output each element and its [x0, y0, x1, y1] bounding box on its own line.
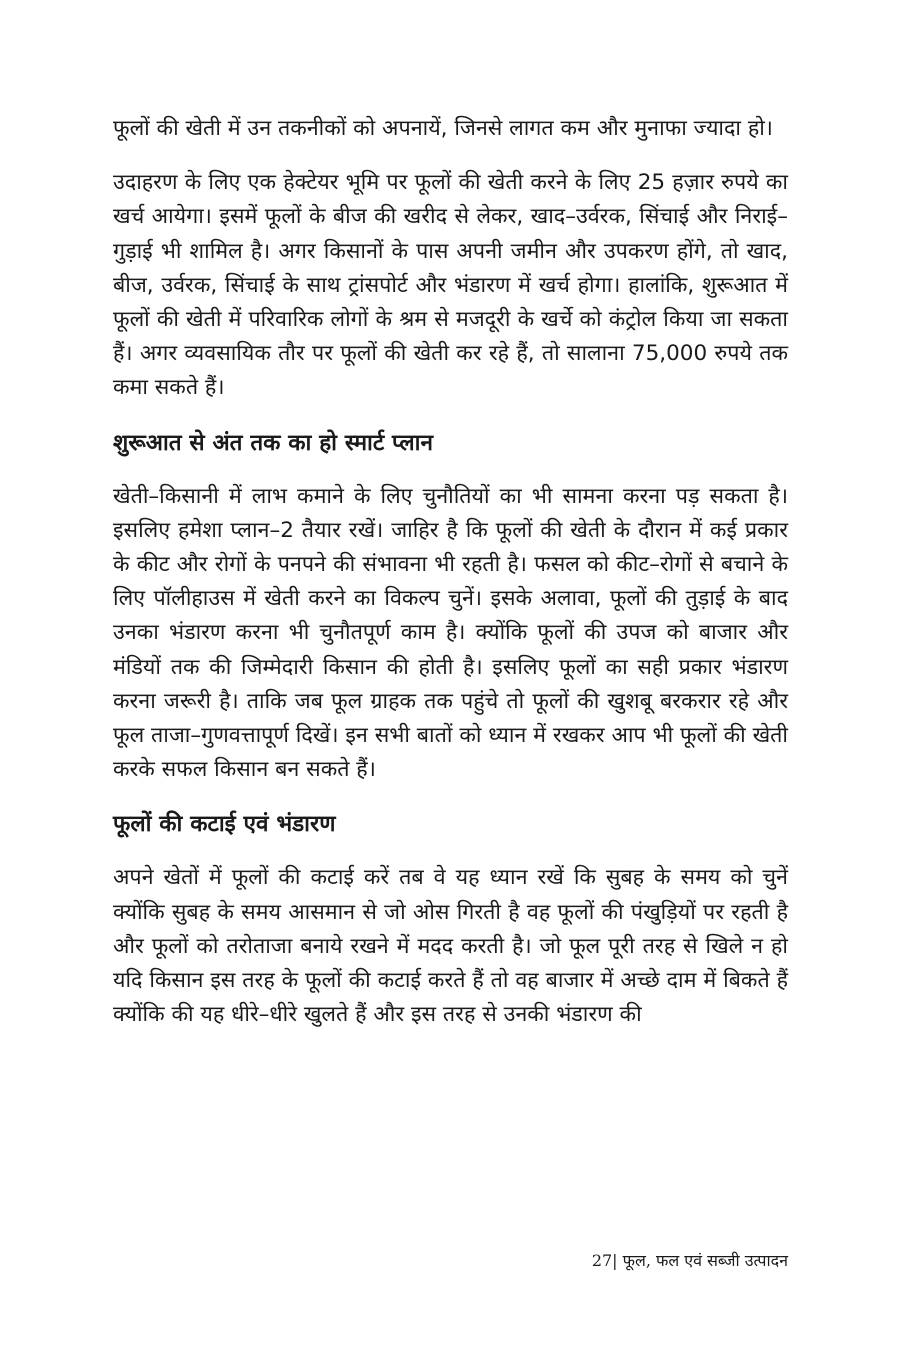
book-title: फूल, फल एवं सब्जी उत्पादन [622, 1251, 788, 1270]
page-number: 27 [591, 1251, 613, 1270]
heading-smart-plan: शुरूआत से अंत तक का हो स्मार्ट प्लान [113, 429, 433, 456]
heading-harvest-storage: फूलों की कटाई एवं भंडारण [113, 811, 336, 838]
page-content [113, 112, 788, 1052]
paragraph-cost-example: उदाहरण के लिए एक हेक्टेयर भूमि पर फूलों की खेती करने के लिए 25 हज़ार रुपये का खर्च आयेगा। इसमें फूलों के बीज की खरीद से लेकर, खाद–उर्वरक, सिंचाई और निराई–गुड़ाई भी शामिल है। अगर किसानों के पास अपनी जमीन और उपकरण होंगे, तो खाद, बीज, उर्वरक, सिंचाई के साथ ट्रांसपोर्ट और भंडारण में खर्च होगा। हालांकि, शुरूआत में फूलों की खेती में परिवारिक लोगों के श्रम से मजदूरी के खर्चे को कंट्रोल किया जा सकता हैं। अगर व्यवसायिक तौर पर फूलों की खेती कर रहे हैं, तो सालाना 75,000 रुपये तक कमा सकते हैं। [113, 170, 788, 401]
paragraph-intro: फूलों की खेती में उन तकनीकों को अपनायें, जिनसे लागत कम और मुनाफा ज्यादा हो। [113, 116, 773, 141]
page-footer [592, 1249, 788, 1271]
paragraph-smart-plan: खेती–किसानी में लाभ कमाने के लिए चुनौतियों का भी सामना करना पड़ सकता है। इसलिए हमेशा प्लान–2 तैयार रखें। जाहिर है कि फूलों की खेती के दौरान में कई प्रकार के कीट और रोगों के पनपने की संभावना भी रहती है। फसल को कीट–रोगों से बचाने के लिए पॉलीहाउस में खेती करने का विकल्प चुनें। इसके अलावा, फूलों की तुड़ाई के बाद उनका भंडारण करना भी चुनौतपूर्ण काम है। क्योंकि फूलों की उपज को बाजार और मंडियों तक की जिम्मेदारी किसान की होती है। इसलिए फूलों का सही प्रकार भंडारण करना जरूरी है। ताकि जब फूल ग्राहक तक पहुंचे तो फूलों की खुशबू बरकरार रहे और फूल ताजा–गुणवत्तापूर्ण दिखें। इन सभी बातों को ध्यान में रखकर आप भी फूलों की खेती करके सफल किसान बन सकते हैं। [113, 483, 788, 783]
paragraph-harvest: अपने खेतों में फूलों की कटाई करें तब वे यह ध्यान रखें कि सुबह के समय को चुनें क्योंकि सुबह के समय आसमान से जो ओस गिरती है वह फूलों की पंखुड़ियों पर रहती है और फूलों को तरोताजा बनाये रखने में मदद करती है। जो फूल पूरी तरह से खिले न हो यदि किसान इस तरह के फूलों की कटाई करते हैं तो वह बाजार में अच्छे दाम में बिकते हैं क्योंकि की यह धीरे–धीरे खुलते हैं और इस तरह से उनकी भंडारण की [113, 865, 788, 1028]
footer-separator: | [612, 1251, 618, 1270]
